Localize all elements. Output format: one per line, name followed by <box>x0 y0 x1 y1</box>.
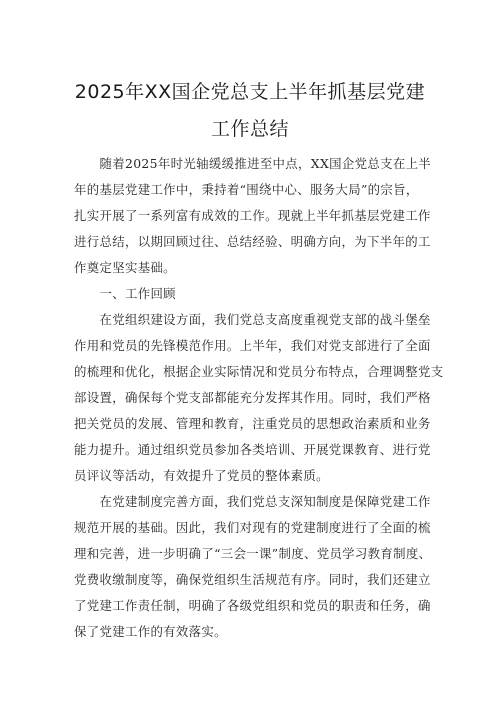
body-line: 部设置，确保每个党支部都能充分发挥其作用。同时，我们严格 <box>74 390 431 405</box>
body-line: 理和完善，进一步明确了“三会一课”制度、党员学习教育制度、 <box>74 546 432 561</box>
section-heading: 一、工作回顾 <box>74 286 176 301</box>
body-line: 作用和党员的先锋模范作用。上半年，我们对党支部进行了全面 <box>74 338 431 353</box>
body-line: 随着2025年时光轴缓缓推进至中点，XX国企党总支在上半 <box>74 156 432 171</box>
body-line: 在党建制度完善方面，我们党总支深知制度是保障党建工作 <box>74 494 431 509</box>
body-line: 保了党建工作的有效落实。 <box>74 624 227 639</box>
body-line: 员评议等活动，有效提升了党员的整体素质。 <box>74 468 329 483</box>
body-line: 了党建工作责任制，明确了各级党组织和党员的职责和任务，确 <box>74 598 431 613</box>
body-line: 在党组织建设方面，我们党总支高度重视党支部的战斗堡垒 <box>74 312 431 327</box>
body-line: 年的基层党建工作中，秉持着“围绕中心、服务大局”的宗旨， <box>74 182 419 197</box>
body-line: 能力提升。通过组织党员参加各类培训、开展党课教育、进行党 <box>74 442 431 457</box>
body-line: 扎实开展了一系列富有成效的工作。现就上半年抓基层党建工作 <box>74 208 431 223</box>
body-line: 进行总结，以期回顾过往、总结经验、明确方向，为下半年的工 <box>74 234 431 249</box>
body-line: 党费收缴制度等，确保党组织生活规范有序。同时，我们还建立 <box>74 572 431 587</box>
body-line: 的梳理和优化，根据企业实际情况和党员分布特点，合理调整党支 <box>74 364 444 379</box>
body-line: 作奠定坚实基础。 <box>74 260 176 275</box>
document-title-line-1: 2025年XX国企党总支上半年抓基层党建 <box>74 81 426 103</box>
body-line: 把关党员的发展、管理和教育，注重党员的思想政治素质和业务 <box>74 416 431 431</box>
body-line: 规范开展的基础。因此，我们对现有的党建制度进行了全面的梳 <box>74 520 431 535</box>
document-title-line-2: 工作总结 <box>210 118 289 140</box>
